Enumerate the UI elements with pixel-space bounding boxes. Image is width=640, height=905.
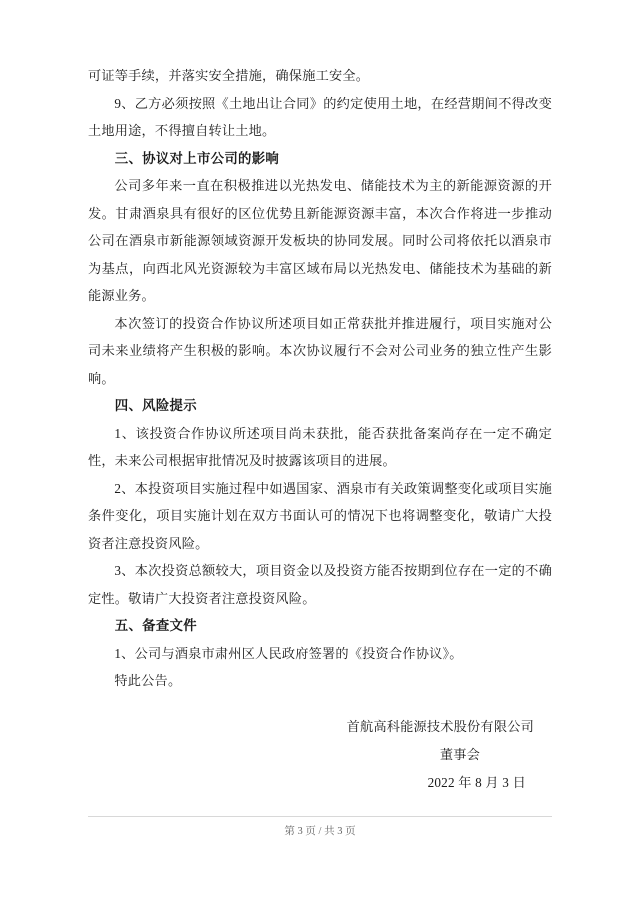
signature-block (88, 713, 552, 797)
paragraph-section-three-1: 公司多年来一直在积极推进以光热发电、储能技术为主的新能源资源的开发。甘肃酒泉具有很好的区位优势且新能源资源丰富，本次合作将进一步推动公司在酒泉市新能源领域资源开发板块的协同发展。同时公司将依托以酒泉市为基点，向西北风光资源较为丰富区域布局以光热发电、储能技术为基础的新能源业务。 (88, 178, 552, 303)
paragraph-announcement-close: 特此公告。 (114, 673, 182, 688)
footer-divider (88, 816, 552, 817)
heading-section-five: 五、备查文件 (114, 618, 197, 633)
heading-section-four: 四、风险提示 (114, 398, 197, 413)
paragraph-risk-1: 1、该投资合作协议所述项目尚未获批，能否获批备案尚存在一定不确定性，未来公司根据审批情况及时披露该项目的进展。 (88, 425, 552, 468)
signature-board: 董事会 (439, 746, 480, 762)
heading-section-three: 三、协议对上市公司的影响 (114, 150, 280, 166)
paragraph-section-three-2: 本次签订的投资合作协议所述项目如正常获批并推进履行，项目实施对公司未来业绩将产生积极的影响。本次协议履行不会对公司业务的独立性产生影响。 (88, 315, 552, 386)
page-footer (0, 816, 640, 838)
signature-company: 首航高科能源技术股份有限公司 (346, 718, 534, 734)
signature-date: 2022 年 8 月 3 日 (427, 774, 526, 790)
paragraph-reference-1: 1、公司与酒泉市肃州区人民政府签署的《投资合作协议》。 (114, 645, 463, 661)
paragraph-continued: 可证等手续，并落实安全措施，确保施工安全。 (88, 68, 370, 83)
document-body (88, 62, 552, 797)
paragraph-risk-3: 3、本次投资总额较大，项目资金以及投资方能否按期到位存在一定的不确定性。敬请广大投资者注意投资风险。 (88, 563, 552, 606)
paragraph-clause-9: 9、乙方必须按照《土地出让合同》的约定使用土地，在经营期间不得改变土地用途，不得擅自转让土地。 (88, 95, 552, 138)
paragraph-risk-2: 2、本投资项目实施过程中如遇国家、酒泉市有关政策调整变化或项目实施条件变化，项目实施计划在双方书面认可的情况下也将调整变化，敬请广大投资者注意投资风险。 (88, 480, 552, 551)
page-number-label: 第 3 页 / 共 3 页 (284, 826, 356, 837)
